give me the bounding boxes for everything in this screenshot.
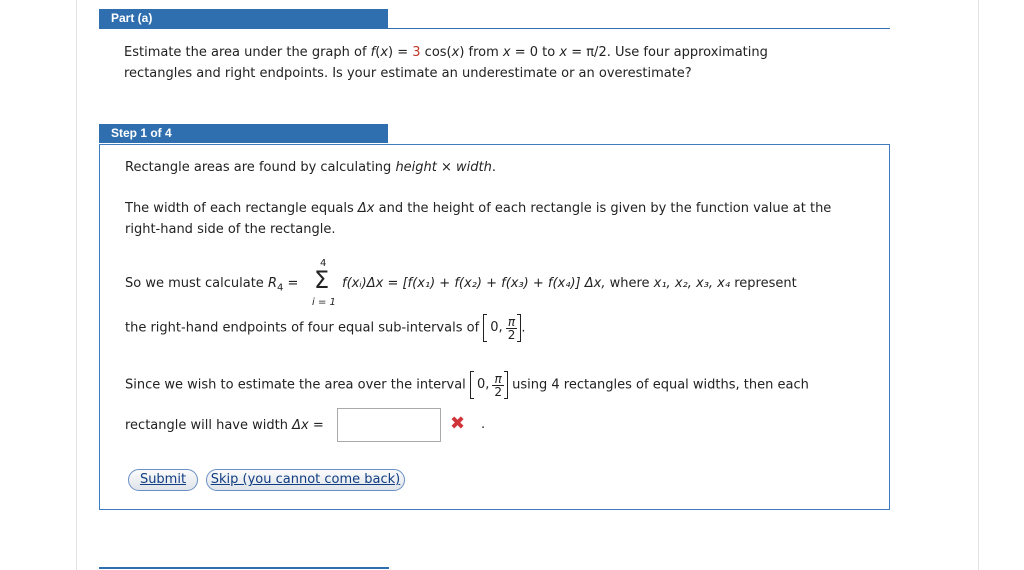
delta-x-answer-input[interactable]: [337, 408, 441, 442]
question-text: = 0 to: [510, 45, 560, 60]
step-text: =: [308, 418, 324, 433]
step-paragraph-2-line-1: [125, 198, 831, 219]
x-mark-icon: ✖: [450, 413, 466, 434]
step-text: Since we wish to estimate the area over the interval: [125, 377, 470, 393]
step-text: So we must calculate: [125, 276, 268, 291]
step-text: rectangle will have width: [125, 418, 293, 433]
interval-0-pi-over-2: [470, 371, 508, 399]
pi-over-2-fraction: [492, 373, 504, 398]
question-text: (: [375, 45, 381, 60]
question-text: = π/2. Use four approximating: [567, 45, 768, 60]
next-part-rule: [99, 567, 389, 569]
interval-0-pi-over-2: [483, 314, 521, 342]
part-a-tab: Part (a): [99, 9, 388, 28]
sum-upper-limit: 4: [320, 258, 327, 269]
r4-subscript: 4: [276, 282, 284, 294]
r4-label: R: [267, 276, 277, 291]
part-a-rule: [99, 28, 890, 29]
step-text: Rectangle areas are found by calculating: [125, 160, 396, 175]
sum-lower-limit: i = 1: [312, 297, 336, 308]
step-paragraph-5: [125, 371, 809, 400]
question-text: ) from: [459, 45, 503, 60]
question-line-1: [124, 42, 768, 63]
question-x: x: [559, 45, 568, 60]
step-paragraph-1: [125, 157, 496, 178]
fraction-numerator: π: [492, 373, 504, 386]
question-x: x: [502, 45, 511, 60]
step-text: where: [605, 276, 654, 291]
step-text: using 4 rectangles of equal widths, then each: [507, 377, 809, 393]
question-text: ) =: [388, 45, 413, 60]
step-text: and the height of each rectangle is given by the function value at the: [374, 201, 832, 216]
question-x: x: [380, 45, 389, 60]
question-line-2: rectangles and right endpoints. Is your estimate an underestimate or an overestimate?: [124, 66, 692, 81]
question-x: x: [451, 45, 460, 60]
fraction-denominator: 2: [507, 327, 516, 342]
skip-button[interactable]: Skip (you cannot come back): [206, 469, 405, 491]
step-text: .: [491, 160, 497, 175]
fraction-denominator: 2: [494, 384, 502, 399]
question-text: Estimate the area under the graph of: [124, 45, 371, 60]
step-text: represent: [730, 276, 797, 291]
step-text: the right-hand endpoints of four equal sub-intervals of: [125, 320, 484, 336]
step-text: =: [283, 276, 299, 291]
submit-button[interactable]: Submit: [128, 469, 198, 491]
step-paragraph-4: [125, 314, 525, 343]
interval-zero: 0,: [476, 377, 490, 392]
interval-zero: 0,: [490, 320, 503, 335]
riemann-expression: f(xᵢ)Δx = [f(x₁) + f(x₂) + f(x₃) + f(x₄)] Δx,: [342, 276, 606, 291]
sentence-period: .: [481, 417, 486, 432]
left-page-border: [76, 0, 77, 570]
question-f: f: [370, 45, 376, 60]
question-coefficient: 3: [412, 45, 421, 60]
step-tab: Step 1 of 4: [99, 124, 388, 143]
sum-expression: [342, 273, 797, 294]
step-text: .: [521, 320, 526, 336]
step-paragraph-6: [125, 415, 324, 436]
question-text: cos(: [420, 45, 452, 60]
step-text-italic: height × width: [395, 160, 492, 175]
step-paragraph-3: [125, 273, 298, 299]
step-text: The width of each rectangle equals: [125, 201, 358, 216]
pi-over-2-fraction: [506, 316, 518, 341]
delta-x: Δx: [292, 418, 309, 433]
sigma-symbol: Σ: [314, 266, 330, 294]
delta-x: Δx: [357, 201, 375, 216]
step-paragraph-2-line-2: right-hand side of the rectangle.: [125, 222, 336, 237]
fraction-numerator: π: [506, 316, 518, 329]
right-page-border: [978, 0, 979, 570]
endpoint-variables: x₁, x₂, x₃, x₄: [653, 276, 731, 291]
